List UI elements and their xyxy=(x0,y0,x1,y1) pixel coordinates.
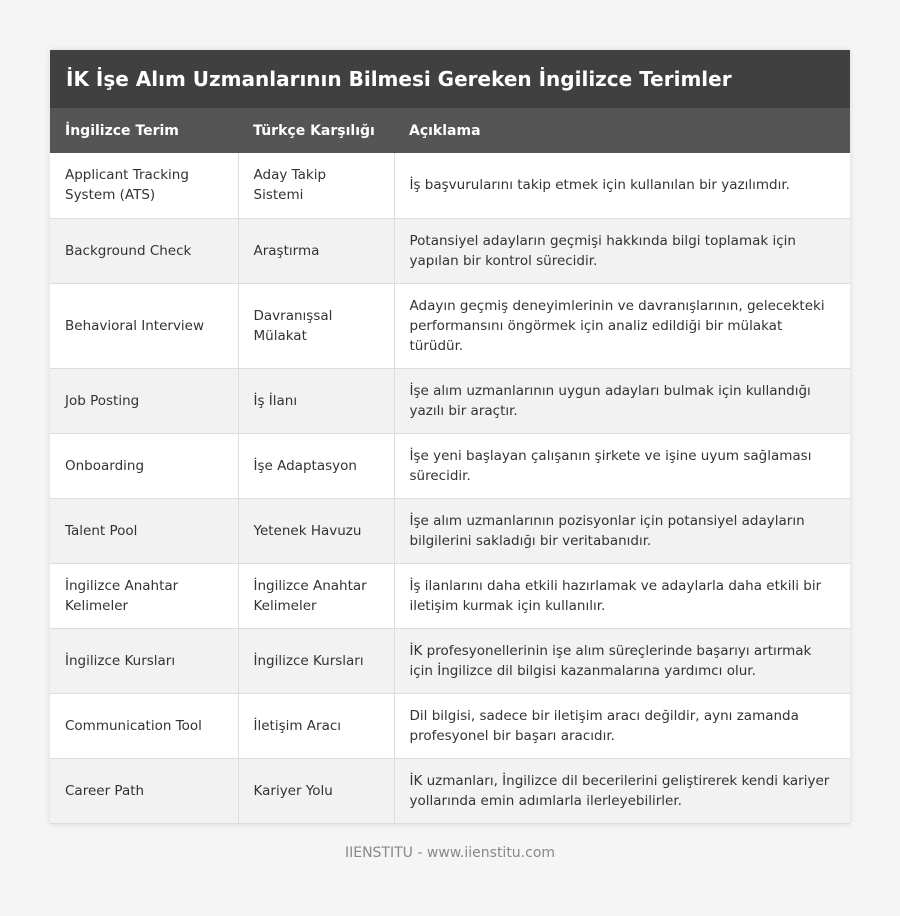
cell-turkish-equivalent: Yetenek Havuzu xyxy=(238,498,394,563)
cell-english-term: Onboarding xyxy=(50,433,238,498)
cell-turkish-equivalent: Davranışsal Mülakat xyxy=(238,283,394,368)
cell-english-term: Career Path xyxy=(50,758,238,823)
table-row xyxy=(50,218,850,283)
cell-description: İş başvurularını takip etmek için kullanılan bir yazılımdır. xyxy=(394,153,850,218)
cell-english-term: İngilizce Anahtar Kelimeler xyxy=(50,563,238,628)
column-header-english-term: İngilizce Terim xyxy=(50,108,238,153)
cell-turkish-equivalent: Aday Takip Sistemi xyxy=(238,153,394,218)
cell-english-term: Communication Tool xyxy=(50,693,238,758)
cell-description: Adayın geçmiş deneyimlerinin ve davranışlarının, gelecekteki performansını öngörmek için analiz edildiği bir mülakat türüdür. xyxy=(394,283,850,368)
cell-english-term: Talent Pool xyxy=(50,498,238,563)
cell-english-term: Background Check xyxy=(50,218,238,283)
cell-turkish-equivalent: İngilizce Anahtar Kelimeler xyxy=(238,563,394,628)
cell-turkish-equivalent: Araştırma xyxy=(238,218,394,283)
cell-description: İşe alım uzmanlarının uygun adayları bulmak için kullandığı yazılı bir araçtır. xyxy=(394,368,850,433)
terms-card xyxy=(50,50,850,824)
cell-english-term: Applicant Tracking System (ATS) xyxy=(50,153,238,218)
column-header-description: Açıklama xyxy=(394,108,850,153)
column-header-turkish-equivalent: Türkçe Karşılığı xyxy=(238,108,394,153)
cell-english-term: Job Posting xyxy=(50,368,238,433)
cell-description: İK profesyonellerinin işe alım süreçlerinde başarıyı artırmak için İngilizce dil bilgisi kazanmalarına yardımcı olur. xyxy=(394,628,850,693)
cell-description: İK uzmanları, İngilizce dil becerilerini geliştirerek kendi kariyer yollarında emin adımlarla ilerleyebilirler. xyxy=(394,758,850,823)
cell-turkish-equivalent: İngilizce Kursları xyxy=(238,628,394,693)
table-row xyxy=(50,563,850,628)
cell-turkish-equivalent: Kariyer Yolu xyxy=(238,758,394,823)
footer-credit: IIENSTITU - www.iienstitu.com xyxy=(344,845,556,861)
terms-table xyxy=(50,108,850,824)
cell-description: Potansiyel adayların geçmişi hakkında bilgi toplamak için yapılan bir kontrol sürecidir. xyxy=(394,218,850,283)
cell-description: İşe alım uzmanlarının pozisyonlar için potansiyel adayların bilgilerini sakladığı bir veritabanıdır. xyxy=(394,498,850,563)
table-row xyxy=(50,628,850,693)
cell-description: Dil bilgisi, sadece bir iletişim aracı değildir, aynı zamanda profesyonel bir başarı aracıdır. xyxy=(394,693,850,758)
cell-english-term: Behavioral Interview xyxy=(50,283,238,368)
cell-turkish-equivalent: İşe Adaptasyon xyxy=(238,433,394,498)
table-row xyxy=(50,153,850,218)
table-row xyxy=(50,758,850,823)
table-row xyxy=(50,283,850,368)
table-row xyxy=(50,433,850,498)
table-row xyxy=(50,368,850,433)
table-row xyxy=(50,693,850,758)
cell-description: İş ilanlarını daha etkili hazırlamak ve adaylarla daha etkili bir iletişim kurmak için kullanılır. xyxy=(394,563,850,628)
cell-turkish-equivalent: İletişim Aracı xyxy=(238,693,394,758)
table-row xyxy=(50,498,850,563)
cell-turkish-equivalent: İş İlanı xyxy=(238,368,394,433)
table-header-row xyxy=(50,108,850,153)
cell-description: İşe yeni başlayan çalışanın şirkete ve işine uyum sağlaması sürecidir. xyxy=(394,433,850,498)
cell-english-term: İngilizce Kursları xyxy=(50,628,238,693)
page-title: İK İşe Alım Uzmanlarının Bilmesi Gereken İngilizce Terimler xyxy=(50,50,850,108)
